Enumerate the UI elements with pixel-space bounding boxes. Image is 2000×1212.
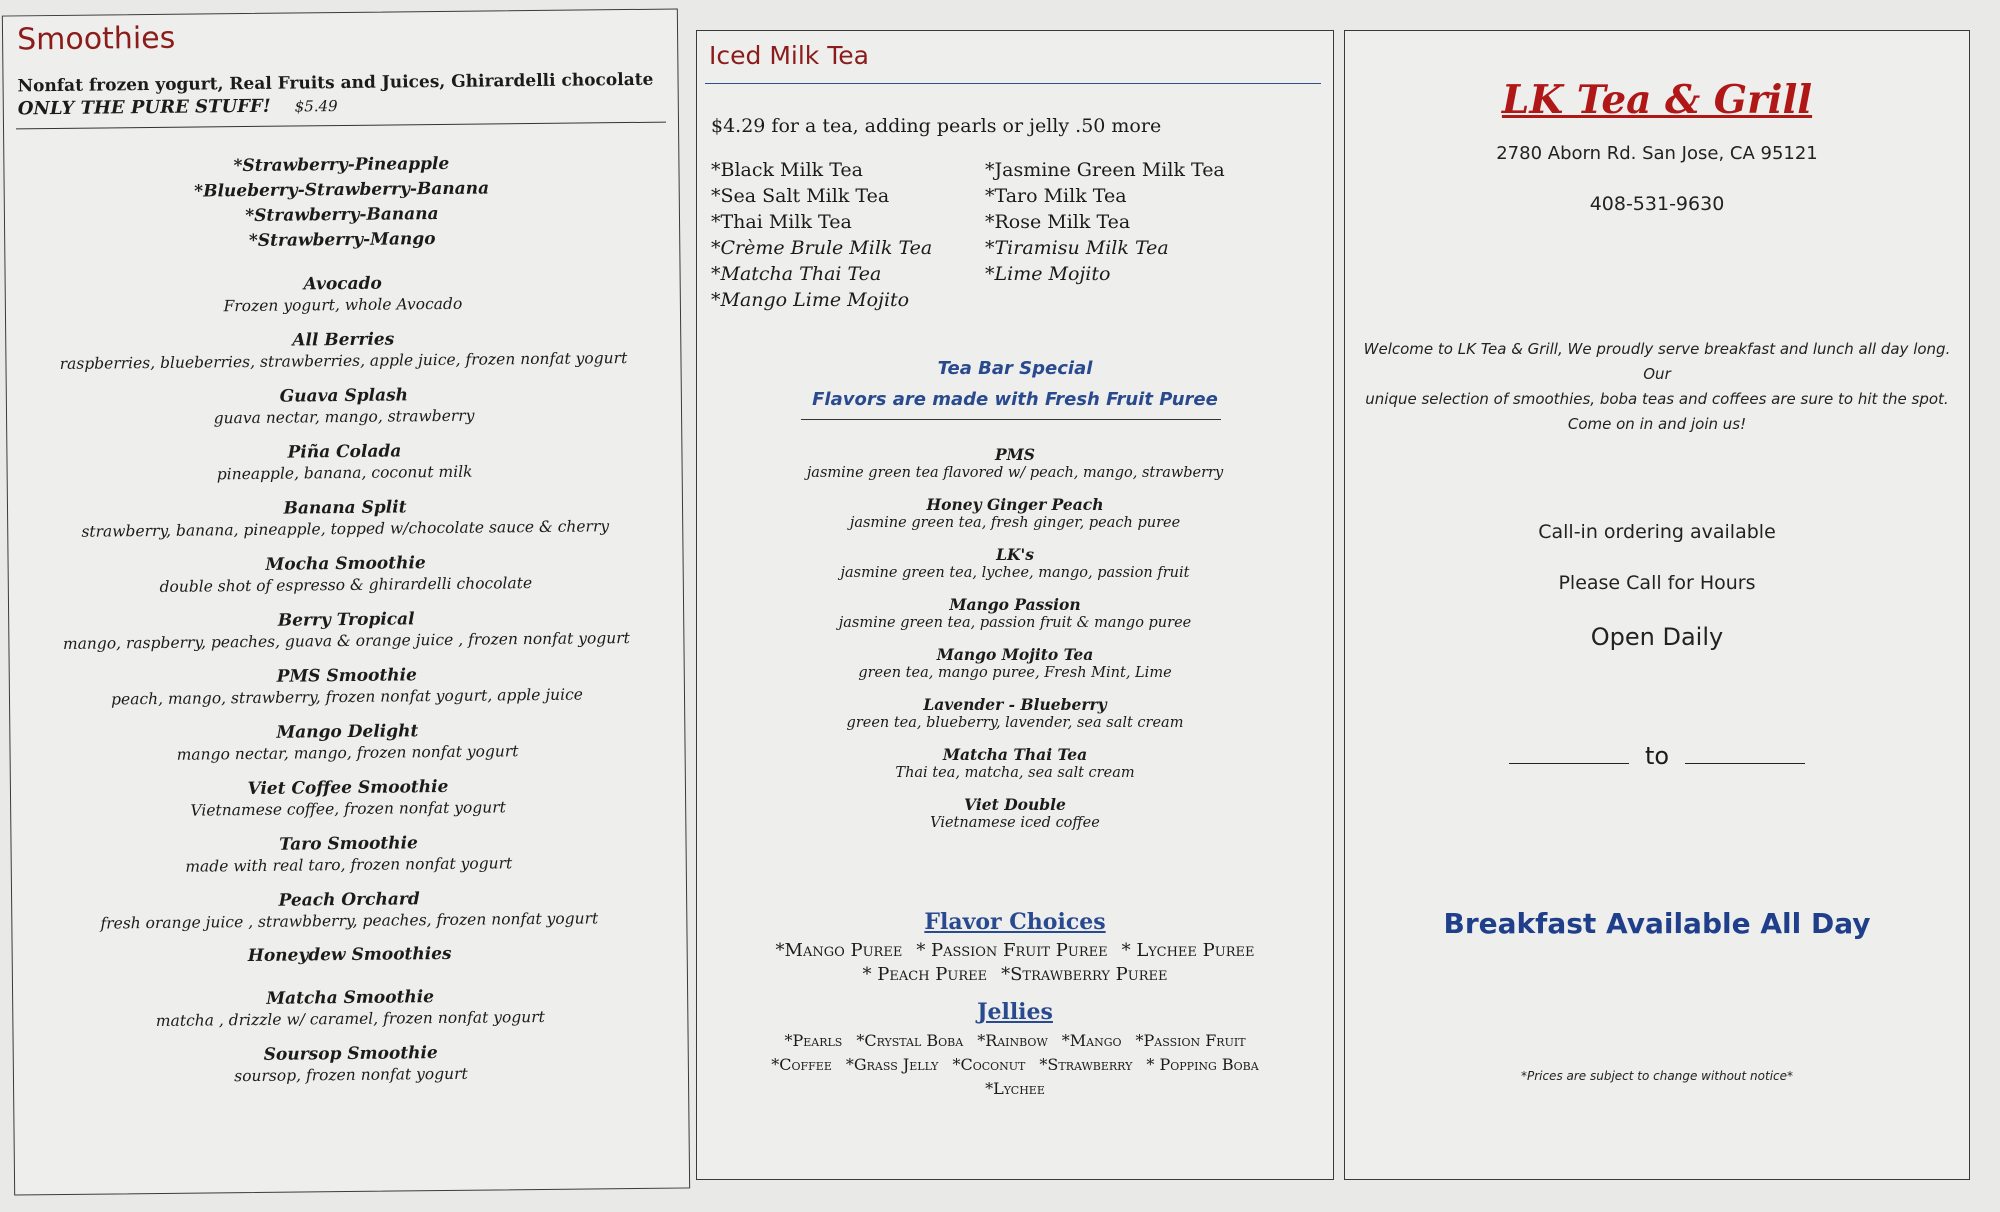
special-item <box>697 445 1333 482</box>
special-title: Tea Bar Special <box>937 358 1093 379</box>
jellies-title: Jellies <box>977 999 1053 1025</box>
price-note: *Prices are subject to change without notice* <box>1520 1069 1794 1083</box>
special-desc: green tea, mango puree, Fresh Mint, Lime <box>858 665 1172 681</box>
smoothie-item <box>14 1039 688 1088</box>
special-divider <box>801 419 1221 420</box>
jelly-item: *Crystal Boba <box>856 1031 964 1050</box>
basic-smoothie: *Strawberry-Banana <box>245 204 439 227</box>
smoothie-name: Banana Split <box>283 497 407 519</box>
basic-smoothie: *Strawberry-Mango <box>248 229 436 251</box>
smoothie-item <box>13 983 687 1032</box>
special-item <box>697 695 1333 732</box>
special-item <box>697 745 1333 782</box>
call-in-ordering: Call-in ordering available <box>1538 521 1776 543</box>
smoothies-title: Smoothies <box>16 20 176 58</box>
special-desc: jasmine green tea flavored w/ peach, mango, strawberry <box>806 465 1224 481</box>
milk-tea-panel <box>696 30 1334 1180</box>
smoothie-name: Peach Orchard <box>278 889 420 911</box>
hours-blanks <box>1345 741 1969 770</box>
flavor-item: * Passion Fruit Puree <box>916 940 1108 961</box>
smoothie-item <box>6 269 680 318</box>
smoothie-name: Berry Tropical <box>277 609 415 631</box>
flavor-row <box>697 963 1333 987</box>
special-desc: Thai tea, matcha, sea salt cream <box>895 765 1135 781</box>
tea-item: *Mango Lime Mojito <box>711 289 910 311</box>
jelly-item: *Grass Jelly <box>845 1055 939 1074</box>
tea-item: *Taro Milk Tea <box>985 185 1127 207</box>
smoothie-name: Piña Colada <box>287 441 402 463</box>
special-name: Mango Passion <box>949 595 1081 614</box>
special-item <box>697 495 1333 532</box>
flavor-item: * Peach Puree <box>862 964 988 985</box>
special-list <box>697 445 1333 845</box>
tea-item: *Black Milk Tea <box>711 159 863 181</box>
smoothie-name: Guava Splash <box>279 385 409 407</box>
special-item <box>697 795 1333 832</box>
tea-bar-special <box>697 353 1333 415</box>
smoothie-desc: pineapple, banana, coconut milk <box>216 462 473 484</box>
welcome-line: Come on in and join us! <box>1567 415 1747 433</box>
smoothie-desc: soursop, frozen nonfat yogurt <box>234 1064 468 1086</box>
jellies-list <box>697 1029 1333 1101</box>
tea-item: *Crème Brule Milk Tea <box>711 237 933 259</box>
smoothie-item <box>9 549 683 598</box>
special-name: Mango Mojito Tea <box>936 645 1094 664</box>
basic-smoothie: *Blueberry-Strawberry-Banana <box>194 178 490 202</box>
smoothie-item <box>12 885 686 934</box>
smoothies-tagline-text: ONLY THE PURE STUFF! <box>17 95 271 120</box>
special-item <box>697 545 1333 582</box>
tea-list-left <box>711 157 932 313</box>
smoothie-desc: mango, raspberry, peaches, guava & orange juice , frozen nonfat yogurt <box>62 629 630 653</box>
jelly-row <box>697 1029 1333 1053</box>
milk-tea-price-line: $4.29 for a tea, adding pearls or jelly .50 more <box>711 115 1162 137</box>
special-name: PMS <box>994 445 1035 464</box>
smoothie-name: Soursop Smoothie <box>263 1043 438 1065</box>
address: 2780 Aborn Rd. San Jose, CA 95121 <box>1496 143 1818 164</box>
smoothie-item <box>7 381 681 430</box>
smoothie-item <box>8 493 682 542</box>
jelly-item: * Popping Boba <box>1146 1055 1259 1074</box>
welcome-line: Welcome to LK Tea & Grill, We proudly serve breakfast and lunch all day long. Our <box>1363 340 1951 383</box>
special-desc: green tea, blueberry, lavender, sea salt cream <box>846 715 1184 731</box>
smoothie-item <box>6 325 680 374</box>
brand-title: LK Tea & Grill <box>1501 77 1813 123</box>
smoothie-desc: fresh orange juice , strawbberry, peaches, frozen nonfat yogurt <box>100 909 599 933</box>
smoothies-panel <box>2 8 690 1195</box>
smoothie-desc: Frozen yogurt, whole Avocado <box>223 294 463 316</box>
special-desc: jasmine green tea, fresh ginger, peach puree <box>849 515 1181 531</box>
smoothie-name: Honeydew Smoothies <box>247 943 452 967</box>
special-subtitle: Flavors are made with Fresh Fruit Puree <box>812 389 1218 410</box>
smoothie-desc: mango nectar, mango, frozen nonfat yogurt <box>176 742 519 764</box>
milk-tea-divider <box>705 83 1321 84</box>
jelly-item: *Coffee <box>771 1055 832 1074</box>
special-desc: jasmine green tea, passion fruit & mango puree <box>838 615 1192 631</box>
jelly-item: *Pearls <box>784 1031 843 1050</box>
smoothie-name: Viet Coffee Smoothie <box>247 776 449 800</box>
special-desc: jasmine green tea, lychee, mango, passion fruit <box>840 565 1190 581</box>
special-desc: Vietnamese iced coffee <box>930 815 1100 831</box>
smoothie-name: Avocado <box>303 273 382 295</box>
smoothie-item <box>10 717 684 766</box>
smoothie-desc: guava nectar, mango, strawberry <box>213 406 475 428</box>
breakfast-banner: Breakfast Available All Day <box>1443 907 1871 940</box>
smoothie-desc: raspberries, blueberries, strawberries, apple juice, frozen nonfat yogurt <box>59 349 628 373</box>
smoothie-name: Matcha Smoothie <box>266 987 435 1009</box>
basic-smoothie: *Strawberry-Pineapple <box>233 153 450 177</box>
smoothies-description: Nonfat frozen yogurt, Real Fruits and Juices, Ghirardelli chocolate <box>17 69 654 97</box>
smoothie-desc: matcha , drizzle w/ caramel, frozen nonfat yogurt <box>155 1007 545 1031</box>
flavor-item: *Strawberry Puree <box>1001 964 1168 985</box>
special-item <box>697 645 1333 682</box>
tea-item: *Matcha Thai Tea <box>711 263 882 285</box>
hours-notice: Please Call for Hours <box>1558 572 1756 594</box>
smoothie-name: All Berries <box>292 329 395 351</box>
flavor-row <box>697 939 1333 963</box>
flavor-item: *Mango Puree <box>775 940 903 961</box>
tea-item: *Tiramisu Milk Tea <box>985 237 1169 259</box>
tea-item: *Rose Milk Tea <box>985 211 1131 233</box>
jelly-item: *Lychee <box>985 1079 1045 1098</box>
smoothie-name: Mango Delight <box>276 721 419 743</box>
phone-number: 408-531-9630 <box>1589 193 1725 215</box>
special-name: Honey Ginger Peach <box>926 495 1104 514</box>
smoothie-item <box>9 605 683 654</box>
smoothie-name: Taro Smoothie <box>279 833 418 855</box>
special-item <box>697 595 1333 632</box>
welcome-line: unique selection of smoothies, boba teas and coffees are sure to hit the spot. <box>1365 390 1949 408</box>
smoothie-item <box>10 661 684 710</box>
jelly-row <box>697 1077 1333 1101</box>
tea-item: *Thai Milk Tea <box>711 211 852 233</box>
flavor-choices <box>697 939 1333 987</box>
jelly-item: *Mango <box>1061 1031 1122 1050</box>
flavor-choices-title: Flavor Choices <box>924 909 1106 935</box>
smoothie-item <box>7 437 681 486</box>
hours-to-blank <box>1685 741 1805 764</box>
tea-item: *Lime Mojito <box>985 263 1111 285</box>
smoothie-item <box>11 829 685 878</box>
smoothie-name: Mocha Smoothie <box>265 553 426 575</box>
special-name: Matcha Thai Tea <box>942 745 1088 764</box>
smoothies-price: $5.49 <box>294 97 338 116</box>
jelly-item: *Rainbow <box>977 1031 1048 1050</box>
jelly-item: *Coconut <box>952 1055 1026 1074</box>
smoothie-name: PMS Smoothie <box>276 665 417 687</box>
tea-item: *Sea Salt Milk Tea <box>711 185 890 207</box>
smoothies-list <box>4 149 688 1102</box>
hours-to-label: to <box>1644 742 1670 770</box>
smoothie-desc: peach, mango, strawberry, frozen nonfat yogurt, apple juice <box>110 685 583 709</box>
smoothie-item <box>11 773 685 822</box>
flavor-item: * Lychee Puree <box>1121 940 1255 961</box>
smoothie-desc: made with real taro, frozen nonfat yogurt <box>185 854 513 876</box>
jelly-item: *Strawberry <box>1039 1055 1133 1074</box>
open-daily: Open Daily <box>1590 623 1724 651</box>
smoothie-desc: strawberry, banana, pineapple, topped w/chocolate sauce & cherry <box>81 517 610 541</box>
smoothies-tagline <box>18 95 338 119</box>
tea-item: *Jasmine Green Milk Tea <box>985 159 1225 181</box>
milk-tea-title: Iced Milk Tea <box>709 41 869 70</box>
special-name: Lavender - Blueberry <box>923 695 1107 714</box>
tea-list-right <box>985 157 1225 287</box>
jelly-row <box>697 1053 1333 1077</box>
smoothie-desc: Vietnamese coffee, frozen nonfat yogurt <box>190 798 506 820</box>
jelly-item: *Passion Fruit <box>1135 1031 1246 1050</box>
special-name: Viet Double <box>964 795 1066 814</box>
special-name: LK's <box>996 545 1034 564</box>
smoothies-divider <box>16 122 666 130</box>
smoothie-desc: double shot of espresso & ghirardelli chocolate <box>159 574 533 596</box>
info-panel <box>1344 30 1970 1180</box>
hours-from-blank <box>1509 741 1629 764</box>
welcome-text <box>1355 337 1959 437</box>
